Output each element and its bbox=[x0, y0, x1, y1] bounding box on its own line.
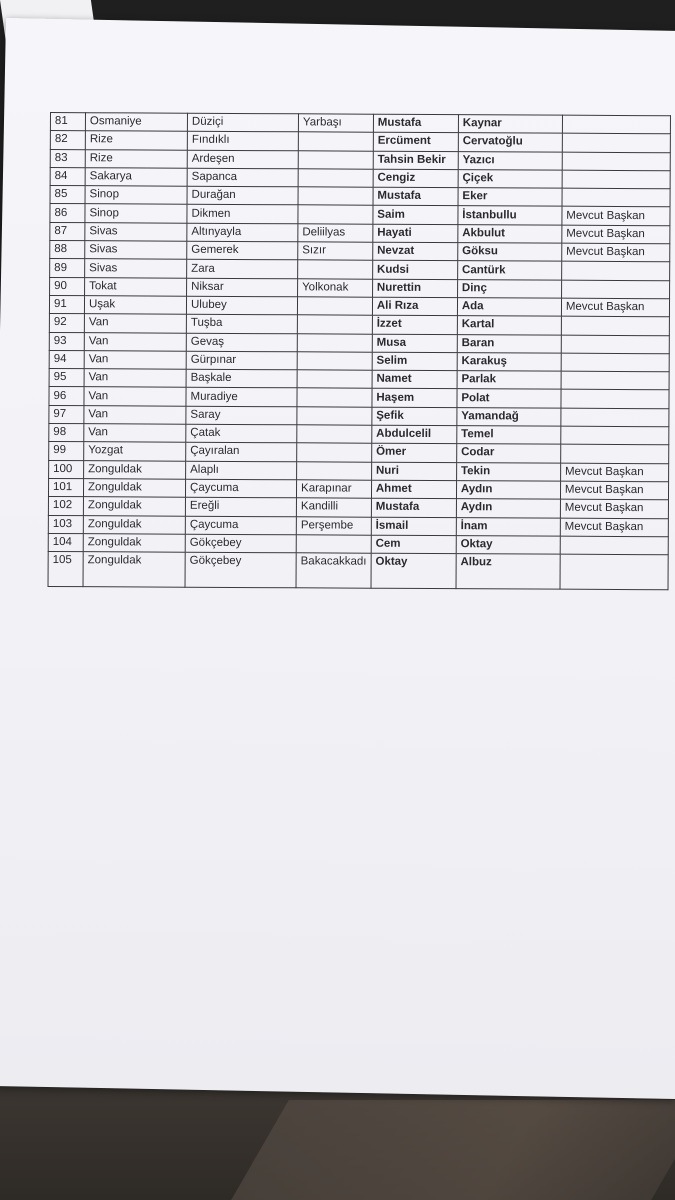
first-name-cell: Şefik bbox=[372, 407, 457, 426]
last-name-cell: Kartal bbox=[457, 316, 561, 335]
first-name-cell: Haşem bbox=[372, 389, 457, 408]
first-name-cell: Oktay bbox=[371, 553, 456, 588]
last-name-cell: İstanbullu bbox=[458, 206, 562, 225]
row-number: 86 bbox=[50, 204, 85, 222]
district-cell: Saray bbox=[186, 406, 297, 425]
town-cell bbox=[297, 297, 372, 316]
province-cell: Van bbox=[84, 351, 186, 370]
province-cell: Van bbox=[84, 314, 186, 333]
district-cell: Altınyayla bbox=[187, 223, 298, 242]
district-cell: Gökçebey bbox=[185, 552, 296, 588]
last-name-cell: Polat bbox=[457, 389, 561, 408]
town-cell bbox=[297, 315, 372, 334]
first-name-cell: Cem bbox=[371, 535, 456, 554]
province-cell: Zonguldak bbox=[83, 479, 185, 498]
district-cell: Ereğli bbox=[185, 497, 296, 516]
province-cell: Sivas bbox=[85, 259, 187, 278]
row-number: 94 bbox=[49, 350, 84, 368]
note-cell: Mevcut Başkan bbox=[562, 225, 670, 244]
town-cell bbox=[297, 352, 372, 371]
first-name-cell: Abdulcelil bbox=[372, 425, 457, 444]
last-name-cell: Parlak bbox=[457, 371, 561, 390]
district-cell: Düziçi bbox=[187, 113, 298, 132]
note-cell: Mevcut Başkan bbox=[560, 463, 668, 482]
province-cell: Zonguldak bbox=[83, 552, 185, 588]
last-name-cell: Codar bbox=[457, 444, 561, 463]
last-name-cell: Kaynar bbox=[458, 115, 562, 134]
last-name-cell: İnam bbox=[456, 517, 560, 536]
row-number: 99 bbox=[49, 442, 84, 460]
province-cell: Tokat bbox=[85, 277, 187, 296]
province-cell: Uşak bbox=[84, 296, 186, 315]
first-name-cell: Ahmet bbox=[371, 480, 456, 499]
town-cell: Yolkonak bbox=[298, 278, 373, 297]
last-name-cell: Temel bbox=[457, 426, 561, 445]
district-cell: Muradiye bbox=[186, 388, 297, 407]
first-name-cell: Selim bbox=[372, 352, 457, 371]
town-cell bbox=[298, 187, 373, 206]
first-name-cell: Namet bbox=[372, 370, 457, 389]
row-number: 85 bbox=[50, 186, 85, 204]
first-name-cell: İzzet bbox=[372, 315, 457, 334]
first-name-cell: Hayati bbox=[373, 224, 458, 243]
last-name-cell: Albuz bbox=[456, 554, 560, 590]
town-cell bbox=[297, 443, 372, 462]
candidate-table bbox=[48, 112, 671, 590]
province-cell: Zonguldak bbox=[83, 497, 185, 516]
town-cell: Bakacakkadı bbox=[296, 553, 371, 588]
town-cell: Kandilli bbox=[296, 498, 371, 517]
province-cell: Van bbox=[84, 424, 186, 443]
last-name-cell: Yazıcı bbox=[458, 151, 562, 170]
province-cell: Osmaniye bbox=[85, 113, 187, 132]
province-cell: Van bbox=[84, 369, 186, 388]
note-cell bbox=[562, 188, 670, 207]
province-cell: Yozgat bbox=[84, 442, 186, 461]
note-cell bbox=[560, 536, 668, 555]
row-number: 83 bbox=[50, 149, 85, 167]
note-cell bbox=[561, 353, 669, 372]
note-cell bbox=[562, 170, 670, 189]
note-cell: Mevcut Başkan bbox=[560, 481, 668, 500]
town-cell bbox=[298, 150, 373, 169]
note-cell bbox=[561, 371, 669, 390]
town-cell bbox=[298, 132, 373, 151]
last-name-cell: Ada bbox=[457, 298, 561, 317]
province-cell: Zonguldak bbox=[83, 515, 185, 534]
town-cell bbox=[298, 169, 373, 188]
row-number: 90 bbox=[50, 277, 85, 295]
district-cell: Çatak bbox=[186, 424, 297, 443]
note-cell: Mevcut Başkan bbox=[562, 243, 670, 262]
note-cell bbox=[561, 262, 669, 281]
district-cell: Gemerek bbox=[187, 241, 298, 260]
province-cell: Zonguldak bbox=[83, 534, 185, 553]
first-name-cell: Mustafa bbox=[373, 114, 458, 133]
district-cell: Çaycuma bbox=[185, 479, 296, 498]
district-cell: Fındıklı bbox=[187, 132, 298, 151]
first-name-cell: Nevzat bbox=[373, 242, 458, 261]
floor-tile bbox=[231, 1100, 675, 1200]
last-name-cell: Akbulut bbox=[458, 224, 562, 243]
note-cell bbox=[562, 133, 670, 152]
province-cell: Sinop bbox=[85, 186, 187, 205]
note-cell bbox=[561, 426, 669, 445]
first-name-cell: Nuri bbox=[371, 462, 456, 481]
district-cell: Başkale bbox=[186, 369, 297, 388]
town-cell: Yarbaşı bbox=[298, 114, 373, 133]
note-cell bbox=[561, 445, 669, 464]
province-cell: Sivas bbox=[85, 222, 187, 241]
row-number: 87 bbox=[50, 222, 85, 240]
town-cell bbox=[298, 260, 373, 279]
town-cell bbox=[298, 205, 373, 224]
row-number: 84 bbox=[50, 167, 85, 185]
row-number: 98 bbox=[49, 424, 84, 442]
first-name-cell: Mustafa bbox=[371, 498, 456, 517]
first-name-cell: Cengiz bbox=[373, 169, 458, 188]
province-cell: Van bbox=[84, 332, 186, 351]
town-cell: Perşembe bbox=[296, 516, 371, 535]
row-number: 97 bbox=[49, 405, 84, 423]
last-name-cell: Tekin bbox=[456, 462, 560, 481]
district-cell: Ardeşen bbox=[187, 150, 298, 169]
town-cell: Deliilyas bbox=[298, 224, 373, 243]
last-name-cell: Oktay bbox=[456, 535, 560, 554]
row-number: 103 bbox=[48, 515, 83, 533]
first-name-cell: Saim bbox=[373, 206, 458, 225]
district-cell: Tuşba bbox=[186, 314, 297, 333]
province-cell: Zonguldak bbox=[84, 460, 186, 479]
province-cell: Rize bbox=[85, 149, 187, 168]
province-cell: Sivas bbox=[85, 241, 187, 260]
row-number: 100 bbox=[49, 460, 84, 478]
province-cell: Rize bbox=[85, 131, 187, 150]
row-number: 96 bbox=[49, 387, 84, 405]
town-cell bbox=[297, 461, 372, 480]
province-cell: Sinop bbox=[85, 204, 187, 223]
note-cell bbox=[561, 316, 669, 335]
row-number: 102 bbox=[48, 497, 83, 515]
town-cell: Sızır bbox=[298, 242, 373, 261]
row-number: 82 bbox=[50, 131, 85, 149]
first-name-cell: Mustafa bbox=[373, 187, 458, 206]
first-name-cell: Tahsin Bekir bbox=[373, 151, 458, 170]
candidate-table-body bbox=[48, 113, 670, 590]
note-cell: Mevcut Başkan bbox=[561, 298, 669, 317]
table-row bbox=[48, 552, 668, 590]
first-name-cell: Ali Rıza bbox=[372, 297, 457, 316]
row-number: 93 bbox=[49, 332, 84, 350]
district-cell: Alaplı bbox=[186, 461, 297, 480]
note-cell: Mevcut Başkan bbox=[560, 499, 668, 518]
province-cell: Van bbox=[84, 387, 186, 406]
last-name-cell: Çiçek bbox=[458, 170, 562, 189]
last-name-cell: Cantürk bbox=[457, 261, 561, 280]
last-name-cell: Yamandağ bbox=[457, 407, 561, 426]
first-name-cell: İsmail bbox=[371, 517, 456, 536]
district-cell: Gürpınar bbox=[186, 351, 297, 370]
row-number: 89 bbox=[50, 259, 85, 277]
first-name-cell: Ömer bbox=[372, 444, 457, 463]
town-cell bbox=[296, 535, 371, 554]
first-name-cell: Kudsi bbox=[372, 261, 457, 280]
last-name-cell: Eker bbox=[458, 188, 562, 207]
district-cell: Ulubey bbox=[186, 296, 297, 315]
province-cell: Sakarya bbox=[85, 168, 187, 187]
district-cell: Çaycuma bbox=[185, 516, 296, 535]
district-cell: Gevaş bbox=[186, 333, 297, 352]
district-cell: Niksar bbox=[187, 278, 298, 297]
row-number: 88 bbox=[50, 241, 85, 259]
note-cell bbox=[561, 408, 669, 427]
town-cell bbox=[297, 370, 372, 389]
first-name-cell: Musa bbox=[372, 334, 457, 353]
row-number: 81 bbox=[50, 113, 85, 131]
row-number: 101 bbox=[48, 478, 83, 496]
last-name-cell: Dinç bbox=[457, 279, 561, 298]
town-cell bbox=[297, 425, 372, 444]
town-cell bbox=[297, 388, 372, 407]
province-cell: Van bbox=[84, 405, 186, 424]
row-number: 91 bbox=[49, 295, 84, 313]
last-name-cell: Aydın bbox=[456, 481, 560, 500]
note-cell bbox=[562, 115, 670, 134]
note-cell bbox=[561, 335, 669, 354]
first-name-cell: Ercüment bbox=[373, 132, 458, 151]
note-cell: Mevcut Başkan bbox=[560, 518, 668, 537]
note-cell: Mevcut Başkan bbox=[562, 207, 670, 226]
note-cell bbox=[560, 554, 668, 590]
first-name-cell: Nurettin bbox=[372, 279, 457, 298]
town-cell bbox=[297, 407, 372, 426]
district-cell: Dikmen bbox=[187, 205, 298, 224]
last-name-cell: Göksu bbox=[458, 243, 562, 262]
district-cell: Çayıralan bbox=[186, 443, 297, 462]
note-cell bbox=[561, 280, 669, 299]
row-number: 92 bbox=[49, 314, 84, 332]
row-number: 105 bbox=[48, 552, 83, 587]
note-cell bbox=[561, 390, 669, 409]
last-name-cell: Baran bbox=[457, 334, 561, 353]
last-name-cell: Cervatoğlu bbox=[458, 133, 562, 152]
last-name-cell: Karakuş bbox=[457, 352, 561, 371]
town-cell bbox=[297, 333, 372, 352]
district-cell: Zara bbox=[187, 260, 298, 279]
row-number: 104 bbox=[48, 533, 83, 551]
district-cell: Durağan bbox=[187, 186, 298, 205]
note-cell bbox=[562, 152, 670, 171]
town-cell: Karapınar bbox=[296, 480, 371, 499]
row-number: 95 bbox=[49, 369, 84, 387]
last-name-cell: Aydın bbox=[456, 499, 560, 518]
district-cell: Sapanca bbox=[187, 168, 298, 187]
district-cell: Gökçebey bbox=[185, 534, 296, 553]
